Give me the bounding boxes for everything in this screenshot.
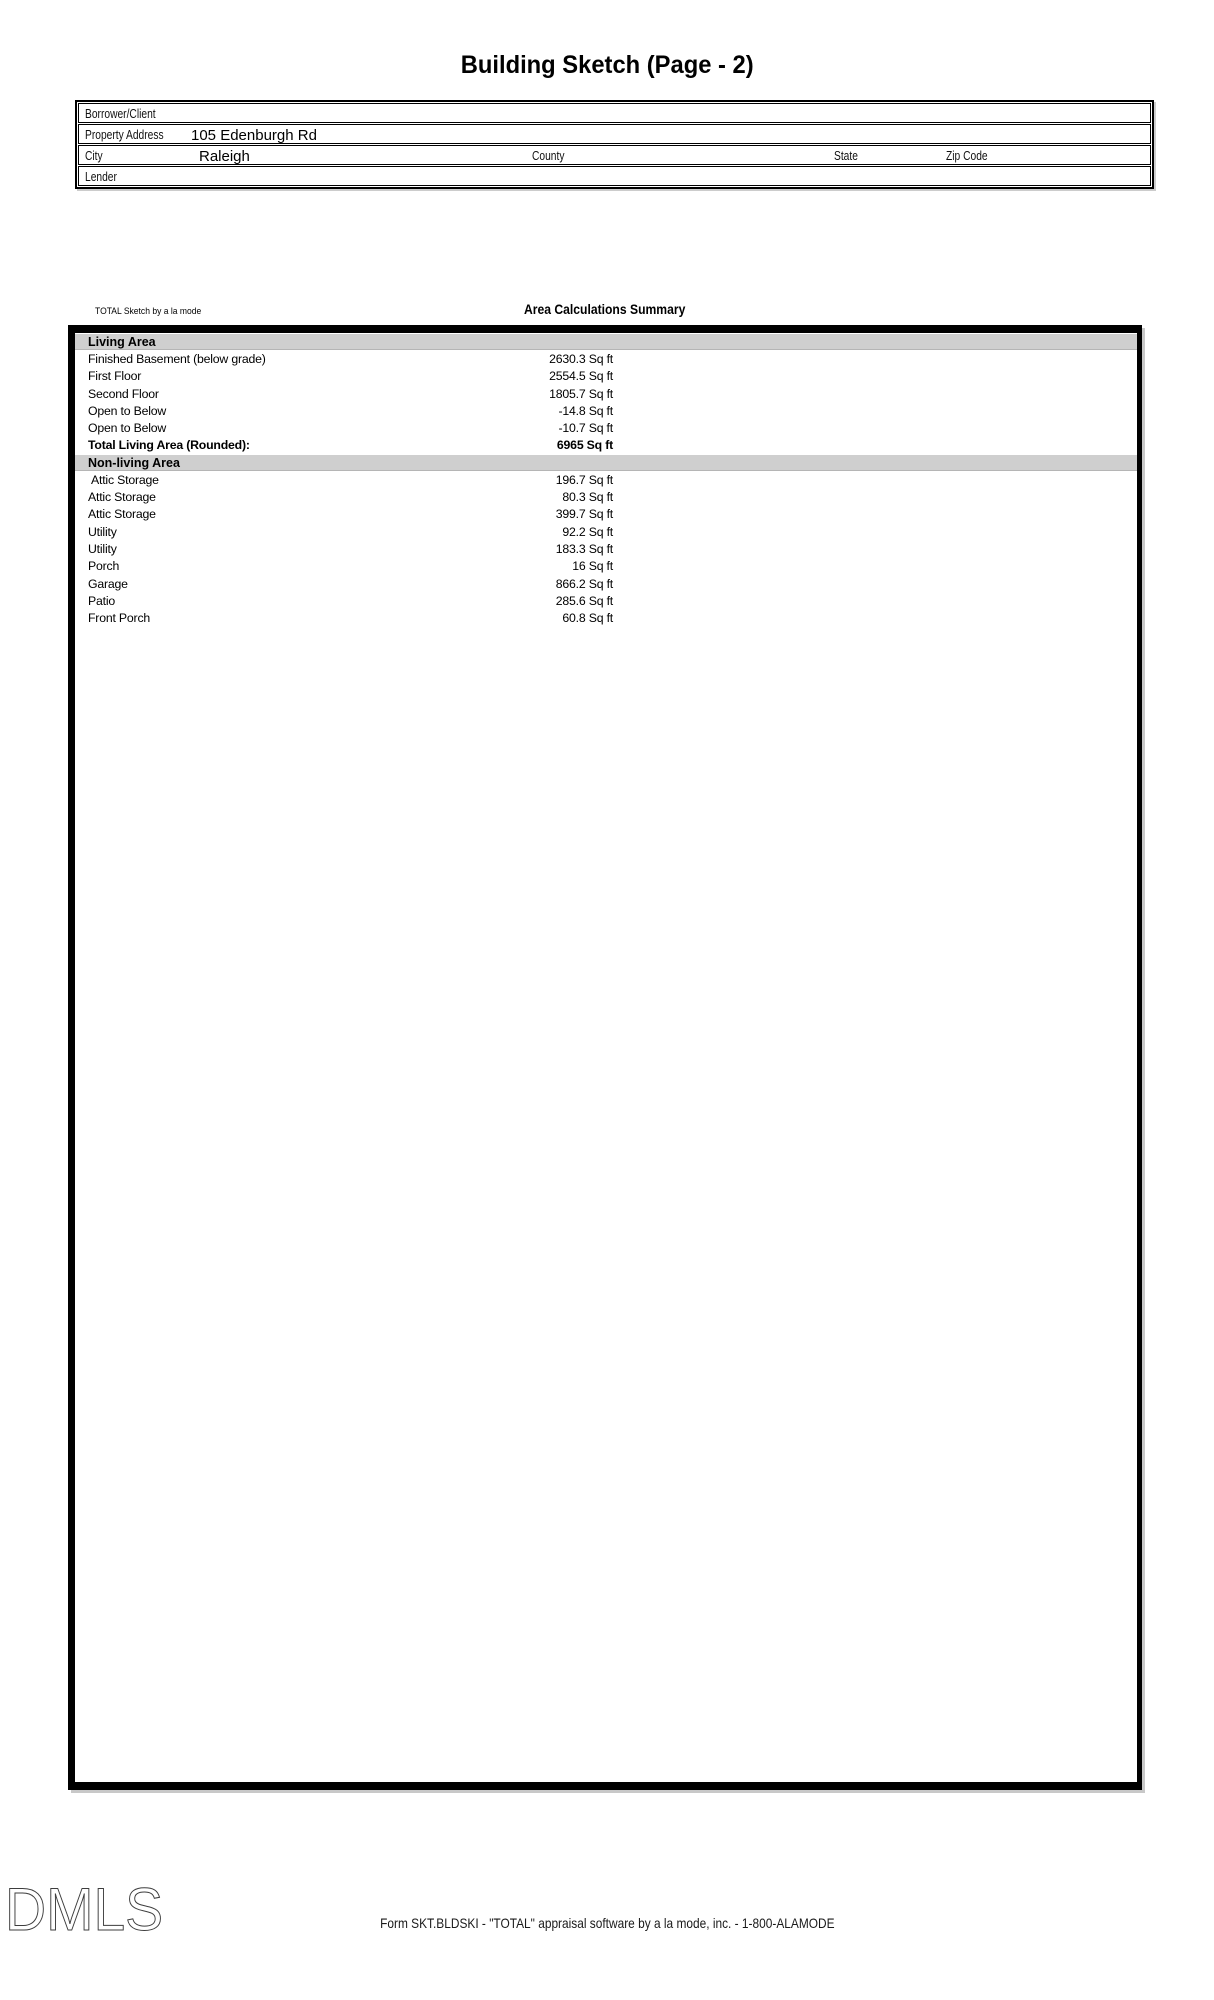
- zip-code-label: Zip Code: [946, 149, 988, 163]
- area-row-value: 92.2 Sq ft: [562, 524, 613, 539]
- dmls-logo-text: DMLS: [5, 1882, 163, 1938]
- area-row: [75, 351, 1137, 368]
- area-row: [75, 506, 1137, 523]
- area-row-label: Garage: [88, 576, 128, 591]
- page-title-text: Building Sketch (Page - 2): [460, 51, 754, 79]
- area-row: [75, 593, 1137, 610]
- lender-label: Lender: [85, 170, 117, 184]
- area-row-label: Open to Below: [88, 403, 167, 418]
- area-row-value: -14.8 Sq ft: [558, 403, 613, 418]
- header-table: [75, 100, 1154, 189]
- area-row-label: Patio: [88, 593, 116, 608]
- area-row-label: Finished Basement (below grade): [88, 352, 266, 366]
- page-title: [8, 51, 1206, 80]
- property-address-label: Property Address: [85, 128, 164, 142]
- borrower-label: Borrower/Client: [85, 107, 156, 121]
- area-row: [75, 541, 1137, 558]
- area-row-value: 866.2 Sq ft: [555, 576, 613, 591]
- area-row-value: 285.6 Sq ft: [555, 593, 613, 608]
- area-row: [75, 610, 1137, 627]
- nonliving-area-section-header: [75, 455, 1137, 471]
- area-row-value: 196.7 Sq ft: [555, 472, 613, 487]
- area-row-label: Utility: [88, 541, 117, 556]
- area-calculations-box: [68, 325, 1142, 1790]
- area-row-value: 1805.7 Sq ft: [549, 386, 613, 401]
- area-row-label: Utility: [88, 524, 117, 539]
- area-row: [75, 558, 1137, 575]
- total-living-area-row: [75, 437, 1137, 454]
- area-row-value: 2554.5 Sq ft: [549, 369, 613, 384]
- area-row: [75, 576, 1137, 593]
- area-row-label: Attic Storage: [88, 490, 156, 505]
- summary-title: Area Calculations Summary: [524, 302, 686, 317]
- area-row: [75, 472, 1137, 489]
- city-row: [78, 145, 1151, 165]
- footer-text: Form SKT.BLDSKI - "TOTAL" appraisal software by a la mode, inc. - 1-800-ALAMODE: [379, 1915, 835, 1931]
- city-value: Raleigh: [199, 148, 250, 165]
- total-living-area-label: Total Living Area (Rounded):: [88, 438, 250, 453]
- area-row-value: 2630.3 Sq ft: [549, 352, 613, 366]
- lender-row: [78, 166, 1151, 186]
- area-row-label: Attic Storage: [88, 507, 156, 522]
- city-label: City: [85, 149, 103, 163]
- area-row: [75, 386, 1137, 403]
- area-row: [75, 489, 1137, 506]
- borrower-row: [78, 103, 1151, 123]
- area-row-label: Porch: [88, 559, 120, 574]
- property-address-value: 105 Edenburgh Rd: [191, 127, 317, 144]
- brand-text: TOTAL Sketch by a la mode: [95, 306, 202, 317]
- area-row: [75, 420, 1137, 437]
- nonliving-area-header-text: Non-living Area: [88, 455, 180, 470]
- state-label: State: [834, 149, 858, 163]
- living-area-section-header: [75, 334, 1137, 350]
- area-row-label: Front Porch: [88, 611, 151, 626]
- living-area-header-text: Living Area: [88, 335, 156, 349]
- dmls-watermark-logo: [3, 1882, 169, 1943]
- area-row: [75, 368, 1137, 385]
- area-row-value: 399.7 Sq ft: [555, 507, 613, 522]
- area-row-label: Open to Below: [88, 421, 167, 436]
- area-row-value: 80.3 Sq ft: [562, 490, 613, 505]
- area-row: [75, 524, 1137, 541]
- area-row-value: 16 Sq ft: [572, 559, 613, 574]
- property-address-row: [78, 124, 1151, 144]
- area-row-label: First Floor: [88, 369, 142, 384]
- area-row: [75, 403, 1137, 420]
- area-row-label: Attic Storage: [91, 472, 159, 487]
- area-row-value: -10.7 Sq ft: [558, 421, 613, 436]
- total-living-area-value: 6965 Sq ft: [556, 438, 613, 453]
- area-row-value: 60.8 Sq ft: [562, 611, 613, 626]
- county-label: County: [532, 149, 565, 163]
- area-row-value: 183.3 Sq ft: [555, 541, 613, 556]
- area-row-label: Second Floor: [88, 386, 159, 401]
